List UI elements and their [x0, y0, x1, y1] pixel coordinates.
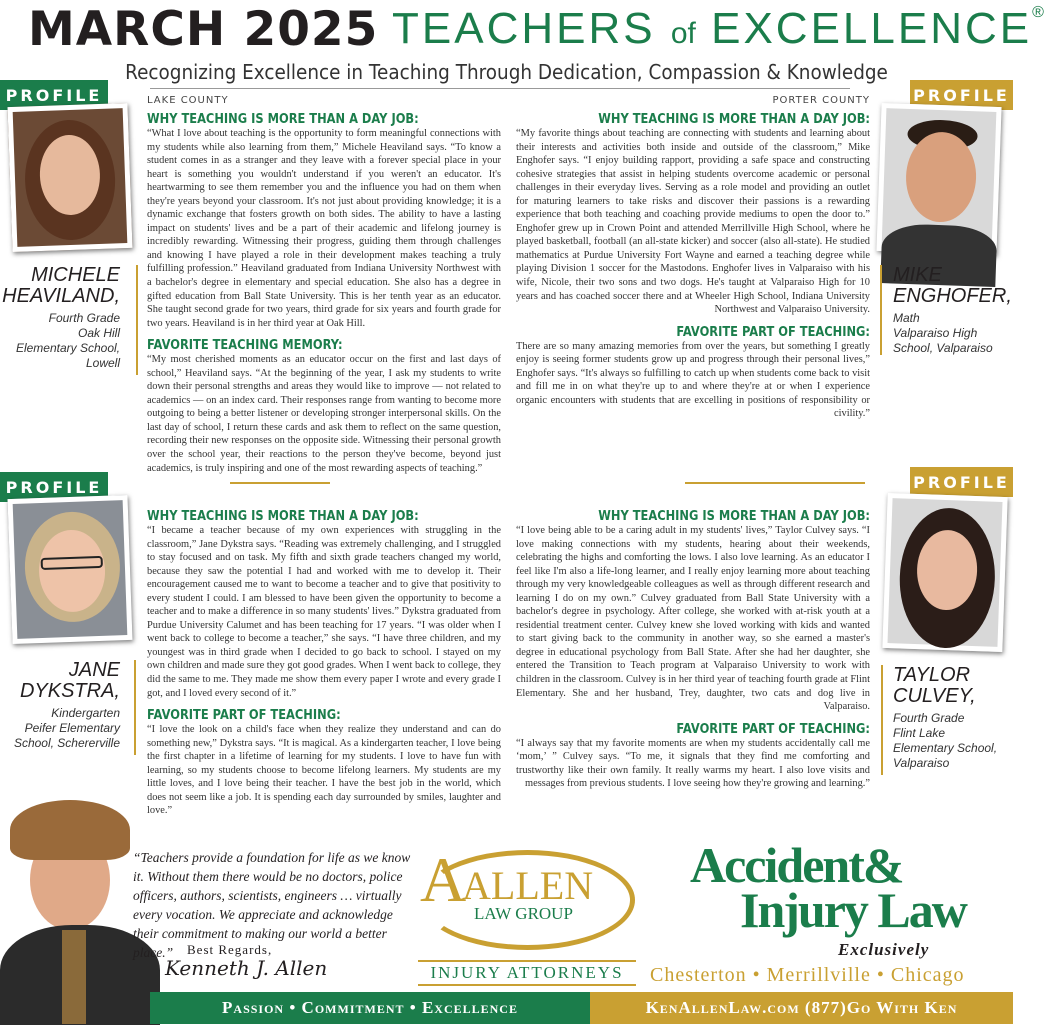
- article-paragraph: “I became a teacher because of my own experiences with struggling in the classroom,” Jane Dykstra says. “Reading was extremely challenging, and I struggled to stay focused and on task. My fifth and sixth grade teachers changed my world, because they saw the potential I had and worked with me to develop it. Their encouragement caused me to want to become a teacher and to give that positivity to every student I could. I am blessed to have been given the opportunity to become a teacher and to make a difference in so many students' lives.” Dykstra graduated from Purdue University Calumet and has been teaching for 17 years. “I was older when I went back to college to become a teacher,” she says. “I have three children, and my youngest was in third grade when I decided to go back to school. I stayed on my own children and made sure they got good grades. When I went back to college, they did the same to me. They made me show them every paper I wrote and every grade I got, and I loved every second of it.”: [147, 525, 501, 699]
- header-title: [392, 4, 1047, 54]
- teacher-detail: School, Valparaiso: [893, 341, 993, 355]
- profile-banner: PROFILE: [910, 80, 1013, 110]
- header-divider: [150, 88, 850, 89]
- locations: Chesterton • Merrillville • Chicago: [650, 964, 965, 986]
- article-paragraph: “I always say that my favorite moments are when my students accidentally call me ‘mom,’ ” Culvey says. “To me, it signals that they find me comforting and trustworthy like their own family. It really warms my heart. I also love visits and messages from previous students. I love seeing how they're growing and learning.”: [516, 737, 870, 790]
- ad-quote: “Teachers provide a foundation for life as we know it. Without them there would be no doctors, police officers, authors, scientists, engineers … virtually every vocation. We appreciate and acknowledge their commitment to making our world a better place.”: [133, 850, 411, 960]
- teacher-detail: Oak Hill: [77, 326, 120, 340]
- photo-jane-dykstra: [8, 495, 133, 644]
- teacher-detail: Valparaiso: [893, 756, 950, 770]
- teacher-detail: Peifer Elementary: [24, 721, 120, 735]
- contact-bar[interactable]: KenAllenLaw.com (877)Go With Ken: [590, 992, 1013, 1024]
- teacher-caption: [0, 265, 120, 371]
- header-month: MARCH 2025: [28, 2, 379, 57]
- teacher-detail: Flint Lake: [893, 726, 946, 740]
- article-paragraph: “My most cherished moments as an educator occur on the first and last days of school,” Heaviland says. “At the beginning of the year, I ask my students to write down their personal strengths and areas they would like to improve — not related to academics — on an index card. Their responses range from wanting to become more outgoing to being a better listener or developing stronger interpersonal skills. On the last day of school, I return these cards and ask them to reflect on the same question, recording their new responses on the opposite side. Witnessing their personal growth over the school year, their reactions to the person they've become, beyond just academics, is truly inspiring and one of the most rewarding aspects of teaching.”: [147, 354, 501, 474]
- injury-attorneys: INJURY ATTORNEYS: [418, 960, 636, 986]
- teacher-caption: [893, 265, 1013, 356]
- photo-taylor-culvey: [882, 493, 1007, 652]
- signature: Kenneth J. Allen: [165, 956, 328, 980]
- section-heading: WHY TEACHING IS MORE THAN A DAY JOB:: [147, 509, 419, 524]
- law-group: LAW GROUP: [474, 904, 573, 923]
- teacher-surname: ENGHOFER,: [893, 285, 1012, 307]
- teacher-caption: [893, 665, 1013, 771]
- article-enghofer: [516, 95, 870, 421]
- article-paragraph: “I love being able to be a caring adult in my students' lives,” Taylor Culvey says. “I love making connections with my students, hearing about their weekends, celebrating the highs and comforting the lows. I also love learning. As an educator I feel like I'm also a life-long learner, and I really enjoy learning more about teaching through my very knowledgeable colleagues as well as through different research and learning I do on my own.” Culvey graduated from Ball State University with a bachelor's degree in psychology. After college, she worked with at-risk youth at a residential treatment center. Culvey knew she loved working with kids and wanted to start giving back to the community in another way, so she earned a master's degree in educational psychology from Ball State. After she had her daughter, she entered the Transition to Teach program at Valparaiso University to work with children in the classroom. Culvey is in her third year of teaching fourth grade at Flint Elementary. She and her husband, Trey, daughter, two cats and dog live in Valparaiso.: [516, 525, 870, 713]
- county-label: PORTER COUNTY: [772, 95, 870, 106]
- section-separator: [230, 482, 330, 484]
- teacher-name: TAYLOR: [893, 664, 971, 686]
- title-excellence: EXCELLENCE: [711, 4, 1033, 53]
- teacher-detail: Elementary School,: [15, 341, 120, 355]
- teacher-surname: HEAVILAND,: [2, 285, 120, 307]
- article-paragraph: There are so many amazing memories from over the years, but something I greatly enjoy is seeing former students grow up and progress through their personal lives,” Enghofer says. “It's always so fulfilling to catch up when students come back to visit and fill me in on what they're up to and where they're at or when I experience organic encounters with students that are excelling in positions of responsibility or civility.”: [516, 340, 870, 420]
- accident-logo: Accident&: [690, 837, 903, 893]
- county-label: LAKE COUNTY: [147, 95, 229, 106]
- section-heading: WHY TEACHING IS MORE THAN A DAY JOB:: [598, 112, 870, 127]
- teacher-name: MIKE: [893, 264, 942, 286]
- article-dykstra: [147, 509, 501, 818]
- section-heading: FAVORITE PART OF TEACHING:: [676, 324, 870, 340]
- teacher-name: MICHELE: [31, 264, 120, 286]
- profile-banner: PROFILE: [0, 472, 108, 502]
- name-divider: [881, 665, 883, 775]
- name-divider: [136, 265, 138, 375]
- photo-michele-heaviland: [8, 103, 133, 252]
- teacher-surname: DYKSTRA,: [19, 680, 120, 702]
- teacher-detail: School, Schererville: [13, 736, 120, 750]
- registered-mark: ®: [1032, 4, 1047, 21]
- section-heading: WHY TEACHING IS MORE THAN A DAY JOB:: [147, 112, 419, 127]
- allen-logo: ALLEN: [462, 863, 594, 908]
- teacher-detail: Valparaiso High: [893, 326, 978, 340]
- allen-logo-a: A: [420, 844, 465, 915]
- article-paragraph: “What I love about teaching is the opportunity to form meaningful connections with my students while also learning from them,” Michele Heaviland says. “To know a student comes in as a stranger and they leave with a forever special place in your heart is something you wouldn't understand if you weren't an educator. It's heartwarming to see them remember you and the influence you had on them when they're years beyond your classroom. It's not just about providing knowledge; it is a dynamic exchange that fosters growth on both sides. The ability to have a lasting impact on students' lives and be a part of their academic and lifelong journey is incredibly rewarding. Witnessing their progress, guiding them through challenges and knowing I have played a role in their development makes teaching a truly fulfilling profession.” Heaviland graduated from Indiana University Northwest with a bachelor's degree in elementary and special education. She also has a degree in gifted education from Ball State University. This is her tenth year as an educator. She taught second grade for two years, third grade for six years and fourth grade for two years. Heaviland is in her third year at Oak Hill.: [147, 128, 501, 329]
- teacher-detail: Fourth Grade: [48, 311, 120, 325]
- name-divider: [880, 265, 882, 355]
- article-heaviland: [147, 95, 501, 475]
- teacher-caption: [0, 660, 120, 751]
- teacher-detail: Elementary School,: [893, 741, 998, 755]
- teacher-name: JANE: [68, 659, 120, 681]
- teacher-detail: Fourth Grade: [893, 711, 965, 725]
- title-teachers: TEACHERS: [392, 4, 656, 53]
- profile-banner: PROFILE: [0, 80, 108, 110]
- section-heading: WHY TEACHING IS MORE THAN A DAY JOB:: [598, 509, 870, 524]
- tagline-bar: Passion • Commitment • Excellence: [150, 992, 590, 1024]
- section-heading: FAVORITE PART OF TEACHING:: [676, 721, 870, 737]
- name-divider: [134, 660, 136, 755]
- section-heading: FAVORITE TEACHING MEMORY:: [147, 338, 343, 354]
- section-heading: FAVORITE PART OF TEACHING:: [147, 708, 341, 724]
- teacher-surname: CULVEY,: [893, 685, 976, 707]
- subtitle: Recognizing Excellence in Teaching Through Dedication, Compassion & Knowledge: [125, 60, 888, 84]
- article-culvey: [516, 509, 870, 791]
- section-separator: [685, 482, 865, 484]
- title-of: of: [670, 17, 696, 50]
- photo-mike-enghofer: [876, 103, 1001, 255]
- article-paragraph: “I love the look on a child's face when they realize they understand and can do something new,” Dykstra says. “It is magical. As a kindergarten teacher, I love being the first chapter in a lifetime of learning for my students. I love to have fun with learning, so my students choose to become lifelong learners. My students are my little loves, and I love being their teacher. I have the best job in the world, which does not seem like a job. It is spending each day surrounded by smiles, laughter and love.”: [147, 724, 501, 817]
- teacher-detail: Math: [893, 311, 920, 325]
- teacher-detail: Lowell: [85, 356, 120, 370]
- article-paragraph: “My favorite things about teaching are connecting with students and learning about their interests and activities both inside and outside of the classroom,” Mike Enghofer says. “I enjoy building rapport, providing a safe space and constructing cohesive strategies that assist in helping students overcome academic or personal challenges in their everyday lives. Serving as a role model and providing an outlet for maturing learners to take risks and discover their passions is a rewarding experience that both teaching and coaching provide mediums to open the door to.” Enghofer grew up in Crown Point and attended Merrillville High School, where he played basketball, football (an all-state kicker) and soccer (also all-state). He studied mathematics at Purdue University Fort Wayne and earned a teaching degree while playing Division 1 soccer for the Mastodons. Enghofer lives in Valparaiso with his wife, Nicole, their two sons and two dogs. He's taught at Valparaiso High for 10 years and has coached soccer there and at Wheeler High School, Indiana University Northwest and Valparaiso University.: [516, 128, 870, 316]
- teacher-detail: Kindergarten: [51, 706, 120, 720]
- regards: Best Regards,: [187, 942, 273, 957]
- exclusively: Exclusively: [838, 940, 930, 959]
- profile-banner: PROFILE: [910, 467, 1013, 497]
- injury-law-logo: Injury Law: [740, 882, 966, 938]
